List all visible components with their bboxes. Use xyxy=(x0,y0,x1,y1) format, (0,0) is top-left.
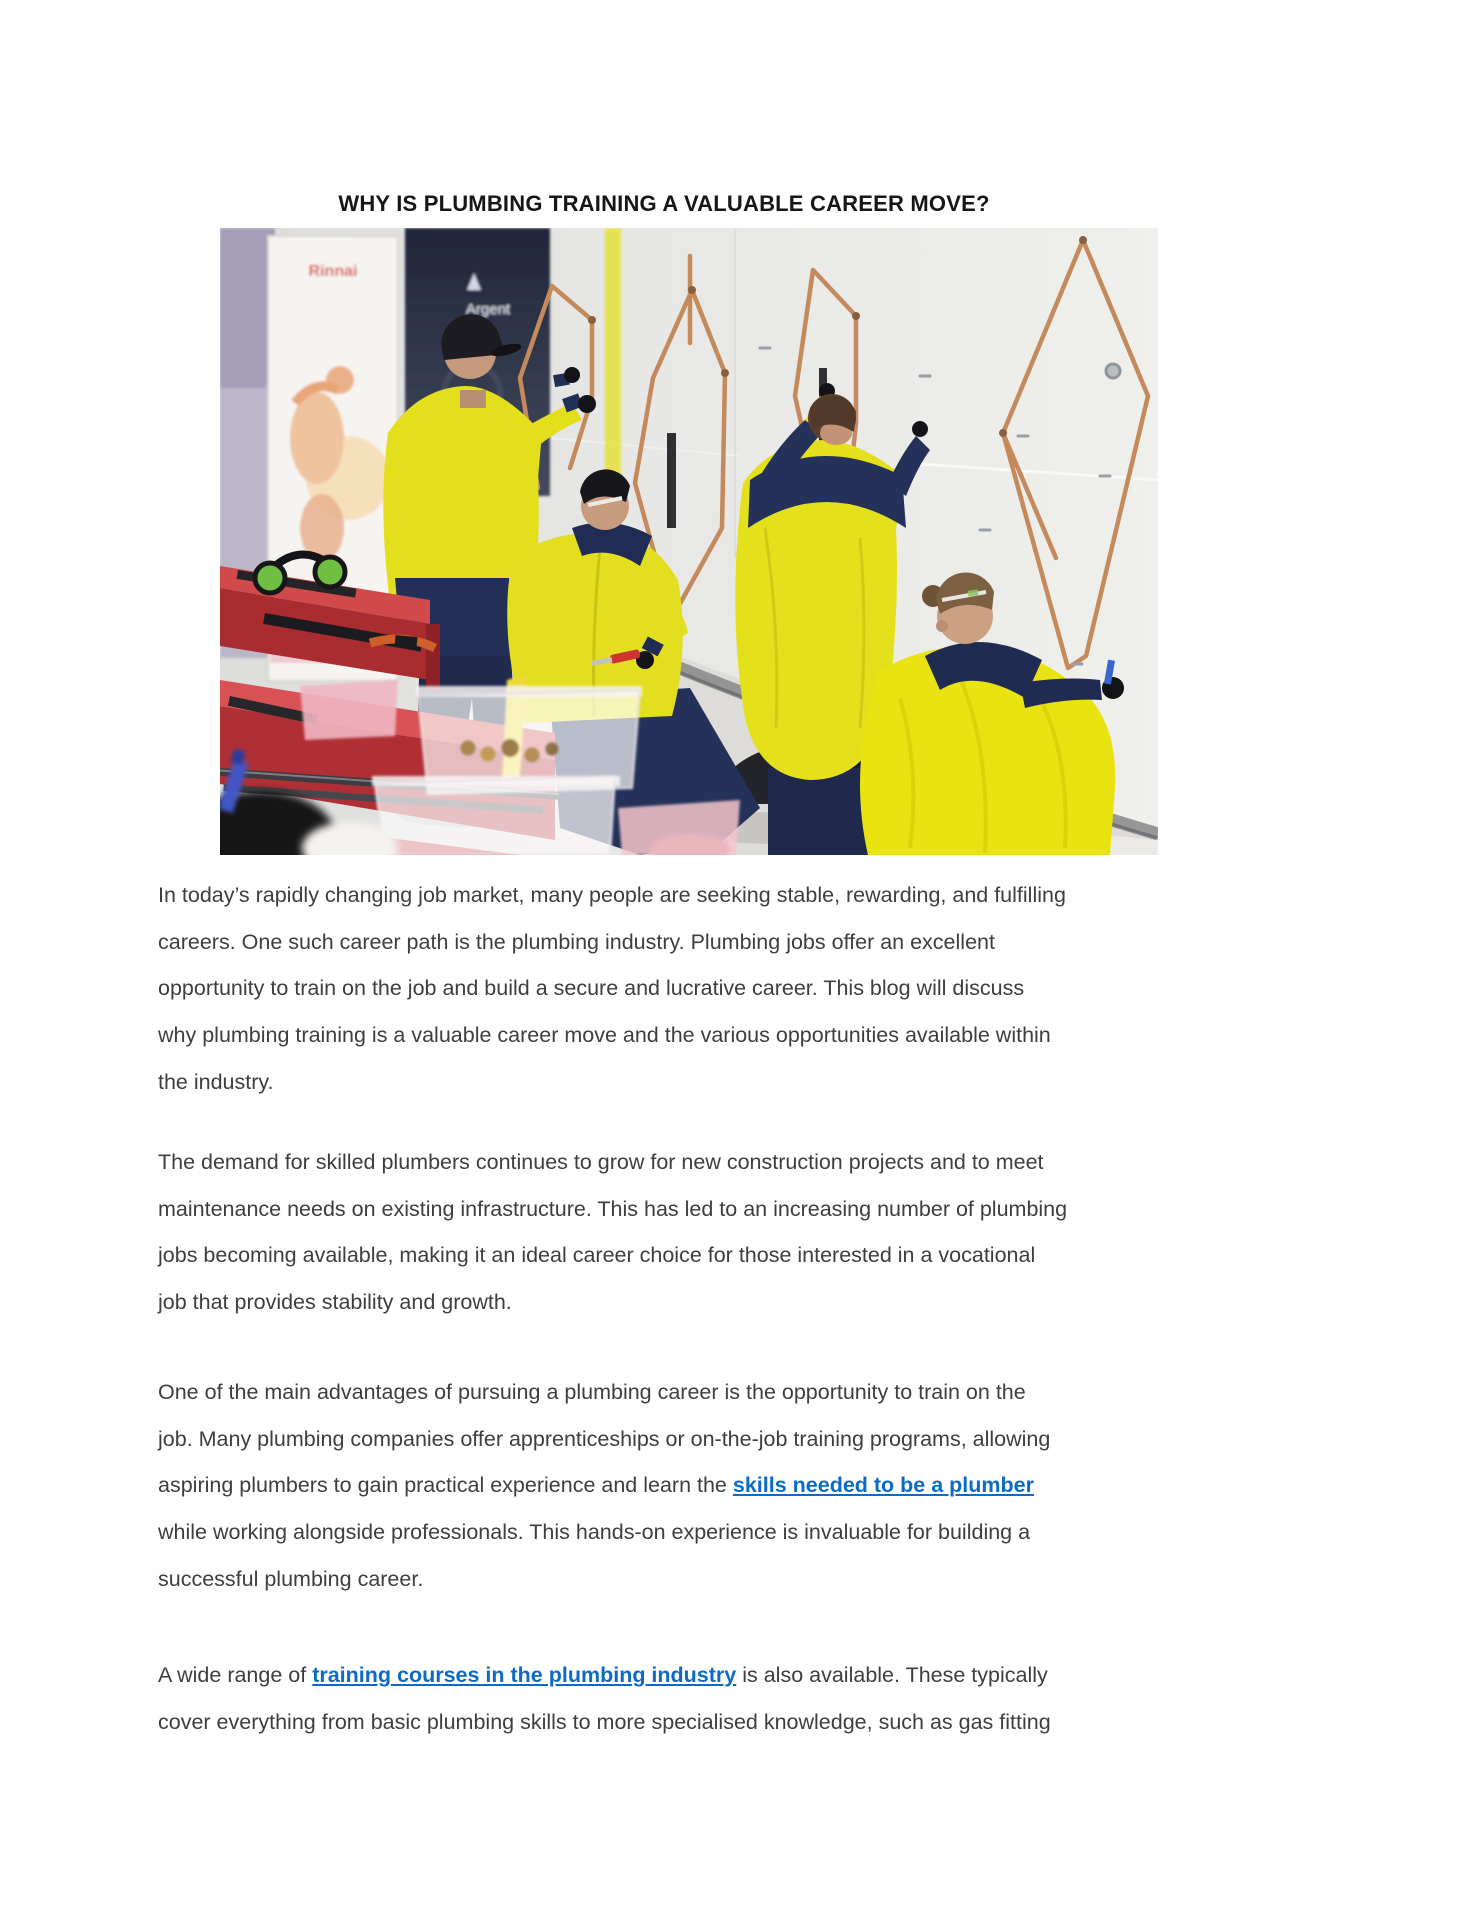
body-text: cover everything from basic plumbing skills to more specialised knowledge, such as gas fitting xyxy=(158,1709,1051,1734)
body-text: job. Many plumbing companies offer apprenticeships or on-the-job training programs, allowing xyxy=(158,1426,1051,1451)
page-title: WHY IS PLUMBING TRAINING A VALUABLE CAREER MOVE? xyxy=(338,190,990,216)
body-text: job that provides stability and growth. xyxy=(158,1290,512,1315)
text-line xyxy=(158,1232,1067,1279)
paragraph-4 xyxy=(158,1652,1051,1745)
body-text: the industry. xyxy=(158,1069,274,1094)
body-text: successful plumbing career. xyxy=(158,1566,424,1591)
paragraph-3 xyxy=(158,1369,1050,1603)
body-text: The demand for skilled plumbers continues to grow for new construction projects and to meet xyxy=(158,1150,1044,1174)
yellow-banner-edge xyxy=(605,228,621,498)
text-line xyxy=(158,919,1066,966)
text-line xyxy=(158,1556,1050,1603)
body-text: careers. One such career path is the plumbing industry. Plumbing jobs offer an excellent xyxy=(158,929,995,954)
body-text: jobs becoming available, making it an ideal career choice for those interested in a vocational xyxy=(158,1243,1036,1268)
text-line xyxy=(158,1509,1050,1556)
text-line xyxy=(158,1012,1066,1059)
body-text: In today’s rapidly changing job market, many people are seeking stable, rewarding, and fulfilling xyxy=(158,883,1066,907)
text-line xyxy=(158,1369,1050,1416)
plumbing-training-photo xyxy=(220,228,1158,855)
rinnai-banner-text: Rinnai xyxy=(308,263,358,280)
body-text: One of the main advantages of pursuing a plumbing career is the opportunity to train on the xyxy=(158,1380,1026,1404)
paragraph-2 xyxy=(158,1139,1067,1326)
link-training-courses-plumbing-industry[interactable]: training courses in the plumbing industry xyxy=(312,1663,737,1687)
text-line xyxy=(158,1059,1066,1106)
text-line xyxy=(158,1699,1051,1746)
text-line xyxy=(158,1462,1050,1509)
paragraph-1 xyxy=(158,872,1066,1106)
text-line xyxy=(158,1139,1067,1186)
body-text: is also available. These typically xyxy=(736,1663,1048,1687)
body-text: A wide range of xyxy=(158,1663,313,1687)
text-line xyxy=(158,1416,1050,1463)
body-text: aspiring plumbers to gain practical experience and learn the xyxy=(158,1473,733,1498)
text-line xyxy=(158,965,1066,1012)
clear-bin-lower xyxy=(372,776,620,855)
text-line xyxy=(158,872,1066,919)
body-text: opportunity to train on the job and build a secure and lucrative career. This blog will discuss xyxy=(158,976,1025,1001)
text-line xyxy=(158,1279,1067,1326)
body-text: why plumbing training is a valuable career move and the various opportunities available within xyxy=(158,1023,1051,1048)
text-line xyxy=(158,1652,1051,1699)
pink-bin-left xyxy=(300,680,398,740)
worker1-glove xyxy=(578,395,596,413)
body-text: maintenance needs on existing infrastructure. This has led to an increasing number of plumbing xyxy=(158,1196,1068,1221)
text-line xyxy=(158,1186,1067,1233)
article-image xyxy=(220,228,1158,855)
body-text: while working alongside professionals. This hands-on experience is invaluable for building a xyxy=(158,1520,1031,1545)
link-skills-needed-to-be-a-plumber[interactable]: skills needed to be a plumber xyxy=(732,1473,1034,1498)
argent-banner-text: Argent xyxy=(465,301,511,318)
